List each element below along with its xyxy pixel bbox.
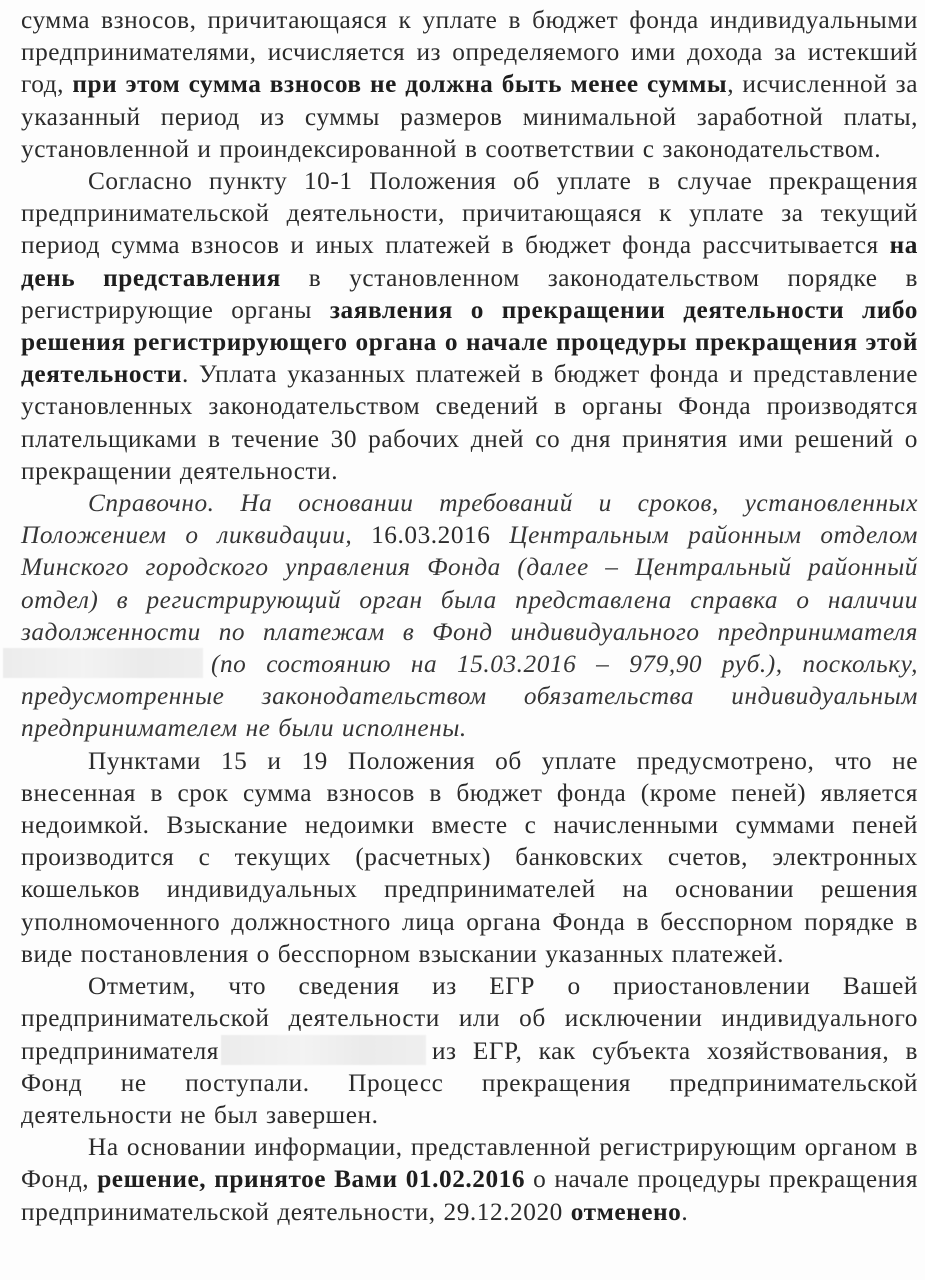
redacted-name-block bbox=[3, 648, 203, 678]
paragraph-egr-information bbox=[21, 970, 918, 1131]
text-run: в установленном законодательством порядке в регистрирующие органы bbox=[21, 263, 918, 324]
text-run: из ЕГР, как субъекта хозяйствования, в Фонд не поступали. Процесс прекращения предпринимательской деятельности не был завершен. bbox=[21, 1036, 918, 1129]
text-run: , исчисленной за указанный период из суммы размеров минимальной заработной платы, установленной и проиндексированной в соответствии с законодательством. bbox=[21, 70, 918, 163]
bold-run: заявления о прекращении деятельности либо решения регистрирующего органа о начале процедуры прекращения этой деятельности bbox=[21, 295, 918, 389]
text-run: 16.03.2016 bbox=[371, 521, 491, 550]
paragraph-arrears-collection bbox=[21, 745, 918, 970]
text-run: сумма взносов, причитающаяся к уплате в бюджет фонда индивидуальными предпринимателями, исчисляется из определяемого ими дохода за истекший год, bbox=[21, 6, 918, 99]
text-run: Согласно пункту 10-1 Положения об уплате в случае прекращения предпринимательской деятельности, причитающаяся к уплате за текущий период сумма взносов и иных платежей в бюджет фонда рассчитывается bbox=[21, 167, 918, 260]
bold-run: отменено bbox=[570, 1197, 682, 1226]
paragraph-reference-note bbox=[21, 487, 918, 745]
bold-run: при этом сумма взносов не должна быть менее суммы bbox=[72, 70, 728, 99]
text-run: о начале процедуры прекращения предпринимательской деятельности, 29.12.2020 bbox=[21, 1165, 918, 1226]
paragraph-decision-cancelled bbox=[21, 1131, 918, 1228]
text-run: Пунктами 15 и 19 Положения об уплате предусмотрено, что не внесенная в срок сумма взносов в бюджет фонда (кроме пеней) является недоимкой. Взыскание недоимки вместе с начисленными суммами пеней производится с текущих (расчетных) банковских счетов, электронных кошельков индивидуальных предпринимателей на основании решения уполномоченного должностного лица органа Фонда в бесспорном порядке в виде постановления о бесспорном взыскании указанных платежей. bbox=[21, 746, 918, 968]
paragraph-contributions-calculation bbox=[21, 4, 918, 165]
bold-run: на день представления bbox=[21, 231, 918, 292]
bold-run: решение, принятое Вами 01.02.2016 bbox=[97, 1165, 526, 1194]
text-run: Отметим, что сведения из ЕГР о приостановлении Вашей предпринимательской деятельности или об исключении индивидуального предпринимателя bbox=[21, 972, 918, 1065]
paragraph-termination-payment bbox=[21, 165, 918, 487]
text-run: . Уплата указанных платежей в бюджет фонда и представление установленных законодательством сведений в органы Фонда производятся плательщиками в течение 30 рабочих дней со дня принятия ими решений о прекращении деятельности. bbox=[21, 360, 918, 485]
document-body bbox=[21, 4, 918, 1228]
text-run: . bbox=[681, 1197, 689, 1226]
italic-run: Справочно. На основании требований и сроков, установленных Положением о ликвидации, bbox=[21, 489, 918, 550]
italic-run: (по состоянию на 15.03.2016 – 979,90 руб.), поскольку, предусмотренные законодательством обязательства индивидуальным предпринимателем не были исполнены. bbox=[21, 650, 918, 743]
redacted-name-block bbox=[221, 1035, 426, 1065]
italic-run: Центральным районным отделом Минского городского управления Фонда (далее – Центральный районный отдел) в регистрирующий орган была представлена справка о наличии задолженности по платежам в Фонд индивидуального предпринимателя bbox=[21, 521, 918, 646]
text-run: На основании информации, представленной регистрирующим органом в Фонд, bbox=[21, 1133, 918, 1194]
